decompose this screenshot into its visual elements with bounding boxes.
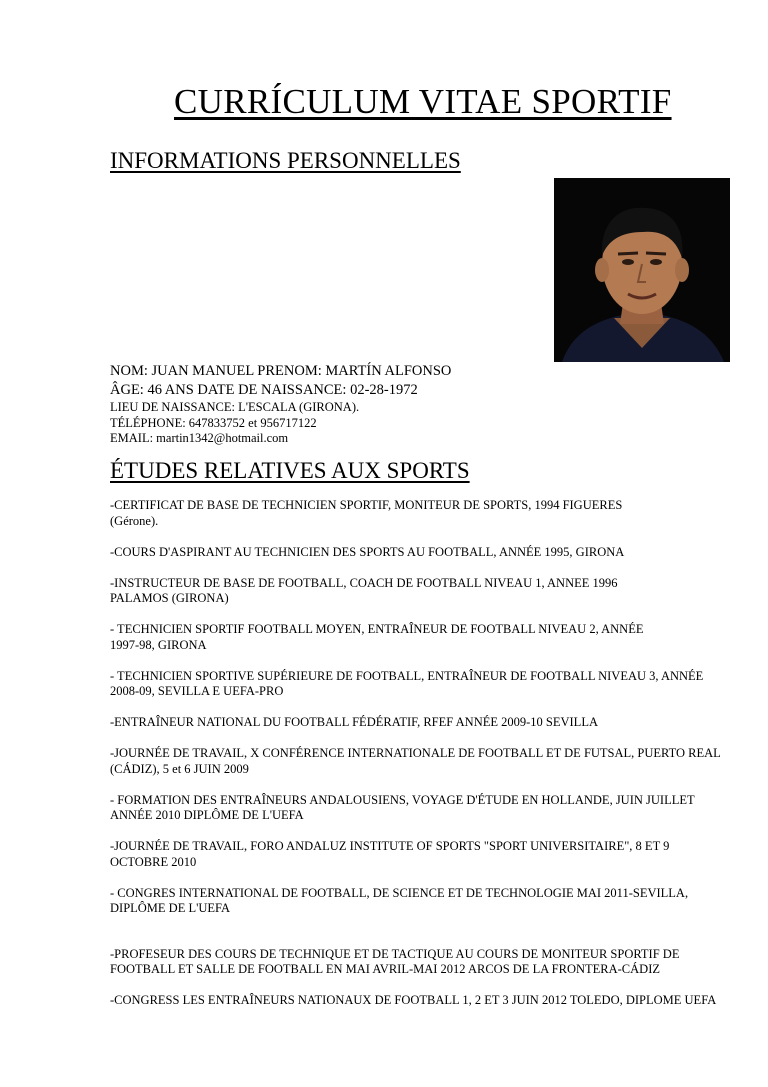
list-item: - CONGRES INTERNATIONAL DE FOOTBALL, DE SCIENCE ET DE TECHNOLOGIE MAI 2011-SEVILLA, DIPLÔME DE L'UEFA <box>110 885 689 915</box>
list-item: -ENTRAÎNEUR NATIONAL DU FOOTBALL FÉDÉRATIF, RFEF ANNÉE 2009-10 SEVILLA <box>110 715 598 729</box>
email-line: EMAIL: martin1342@hotmail.com <box>110 431 289 445</box>
list-item: -JOURNÉE DE TRAVAIL, FORO ANDALUZ INSTITUTE OF SPORTS "SPORT UNIVERSITAIRE", 8 ET 9 OCTOBRE 2010 <box>110 839 670 869</box>
list-item: - TECHNICIEN SPORTIF FOOTBALL MOYEN, ENTRAÎNEUR DE FOOTBALL NIVEAU 2, ANNÉE 1997-98, GIRONA <box>110 622 644 652</box>
list-item: -CERTIFICAT DE BASE DE TECHNICIEN SPORTIF, MONITEUR DE SPORTS, 1994 FIGUERES (Gérone). <box>110 498 623 528</box>
age-line: ÂGE: 46 ANS DATE DE NAISSANCE: 02-28-1972 <box>110 382 418 398</box>
personal-info <box>110 362 451 447</box>
birthplace-line: LIEU DE NAISSANCE: L'ESCALA (GIRONA). <box>110 400 360 414</box>
profile-photo <box>554 178 730 362</box>
name-line: NOM: JUAN MANUEL PRENOM: MARTÍN ALFONSO <box>110 363 452 379</box>
studies-list <box>110 498 760 1009</box>
list-item: - FORMATION DES ENTRAÎNEURS ANDALOUSIENS, VOYAGE D'ÉTUDE EN HOLLANDE, JUIN JUILLET ANNÉE 2010 DIPLÔME DE L'UEFA <box>110 792 695 822</box>
list-item: -PROFESEUR DES COURS DE TECHNIQUE ET DE TACTIQUE AU COURS DE MONITEUR SPORTIF DE FOOTBALL ET SALLE DE FOOTBALL EN MAI AVRIL-MAI 2012 ARCOS DE LA FRONTERA-CÁDIZ <box>110 946 680 976</box>
list-item: -INSTRUCTEUR DE BASE DE FOOTBALL, COACH DE FOOTBALL NIVEAU 1, ANNEE 1996 PALAMOS (GIRONA) <box>110 575 618 605</box>
list-item: - TECHNICIEN SPORTIVE SUPÉRIEURE DE FOOTBALL, ENTRAÎNEUR DE FOOTBALL NIVEAU 3, ANNÉE 2008-09, SEVILLA E UEFA-PRO <box>110 668 704 698</box>
personal-info-heading: INFORMATIONS PERSONNELLES <box>110 148 461 173</box>
phone-line: TÉLÉPHONE: 647833752 et 956717122 <box>110 415 317 430</box>
list-item: -JOURNÉE DE TRAVAIL, X CONFÉRENCE INTERNATIONALE DE FOOTBALL ET DE FUTSAL, PUERTO REAL (CÁDIZ), 5 et 6 JUIN 2009 <box>110 746 721 776</box>
page-title: CURRÍCULUM VITAE SPORTIF <box>174 82 672 121</box>
studies-heading: ÉTUDES RELATIVES AUX SPORTS <box>110 458 470 483</box>
list-item: -CONGRESS LES ENTRAÎNEURS NATIONAUX DE FOOTBALL 1, 2 ET 3 JUIN 2012 TOLEDO, DIPLOME UEFA <box>110 993 717 1007</box>
list-item: -COURS D'ASPIRANT AU TECHNICIEN DES SPORTS AU FOOTBALL, ANNÉE 1995, GIRONA <box>110 544 625 559</box>
profile-photo-image <box>554 178 730 362</box>
